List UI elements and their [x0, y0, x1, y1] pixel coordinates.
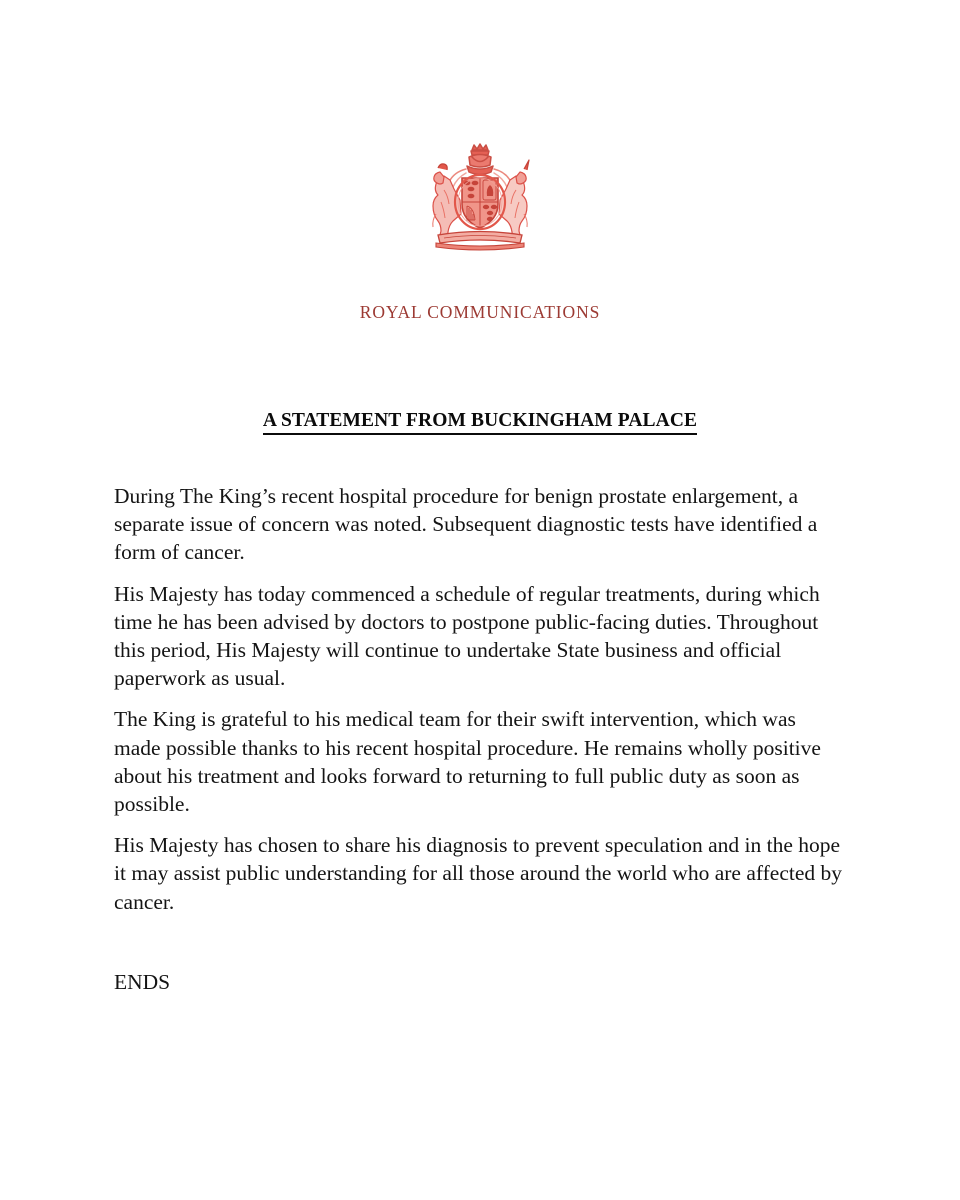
- ends-marker: ENDS: [114, 970, 171, 994]
- statement-paragraph-4: His Majesty has chosen to share his diagnosis to prevent speculation and in the hope it may assist public understanding for all those around the world who are affected by cancer.: [114, 833, 843, 914]
- statement-paragraph-3: The King is grateful to his medical team for their swift intervention, which was made possible thanks to his recent hospital procedure. He remains wholly positive about his treatment and looks forward to returning to full public duty as soon as possible.: [114, 707, 821, 817]
- statement-paragraph-2: His Majesty has today commenced a schedule of regular treatments, during which time he has been advised by doctors to postpone public-facing duties. Throughout this period, His Majesty will continue to undertake State business and official paperwork as usual.: [114, 581, 820, 691]
- crest-container: [0, 142, 960, 259]
- page-title-text: A STATEMENT FROM BUCKINGHAM PALACE: [263, 410, 697, 435]
- royal-coat-of-arms-icon: [414, 142, 546, 254]
- letterhead-royal-communications: ROYAL COMMUNICATIONS: [359, 302, 601, 322]
- statement-paragraph-1: During The King’s recent hospital procedure for benign prostate enlargement, a separate issue of concern was noted. Subsequent diagnostic tests have identified a form of cancer.: [114, 484, 818, 565]
- statement-body: [114, 482, 846, 929]
- page-title: [0, 410, 960, 435]
